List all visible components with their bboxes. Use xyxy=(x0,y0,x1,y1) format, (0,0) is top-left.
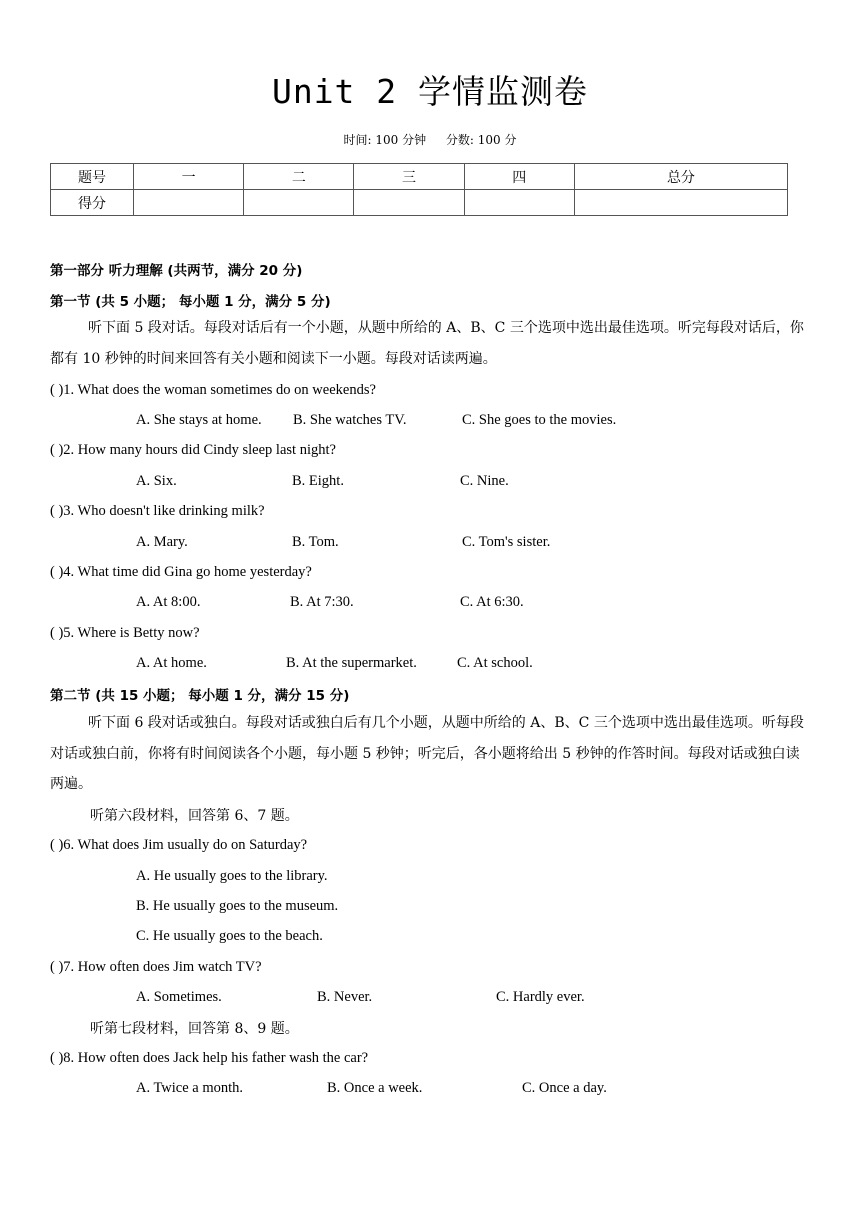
score-header-cell: 总分 xyxy=(574,164,787,190)
q6-option-b: B. He usually goes to the museum. xyxy=(136,898,339,914)
q5-option-b: B. At the supermarket. xyxy=(286,655,417,671)
q4-option-c: C. At 6:30. xyxy=(460,594,524,610)
q8-option-a: A. Twice a month. xyxy=(136,1080,244,1096)
exam-meta xyxy=(0,131,860,148)
question-7: ( )7. How often does Jim watch TV? xyxy=(50,959,262,975)
q8-option-b: B. Once a week. xyxy=(327,1080,423,1096)
question-6: ( )6. What does Jim usually do on Saturday? xyxy=(50,837,308,853)
question-8: ( )8. How often does Jack help his father wash the car? xyxy=(50,1050,369,1066)
q2-option-a: A. Six. xyxy=(136,473,177,489)
q2-option-c: C. Nine. xyxy=(460,473,509,489)
score-header-cell: 四 xyxy=(464,164,574,190)
material-6-note: 听第六段材料，回答第 6、7 题。 xyxy=(90,808,299,824)
exam-time: 时间: 100 分钟 xyxy=(343,133,427,147)
score-cell[interactable] xyxy=(464,190,574,216)
q6-option-a: A. He usually goes to the library. xyxy=(136,868,328,884)
score-cell[interactable] xyxy=(354,190,464,216)
q7-option-b: B. Never. xyxy=(317,989,373,1005)
score-cell[interactable] xyxy=(574,190,787,216)
question-3: ( )3. Who doesn't like drinking milk? xyxy=(50,503,265,519)
section2-heading: 第二节 (共 15 小题； 每小题 1 分，满分 15 分) xyxy=(50,688,350,704)
score-header-cell: 题号 xyxy=(51,164,134,190)
q3-option-a: A. Mary. xyxy=(136,534,188,550)
score-row-label: 得分 xyxy=(51,190,134,216)
score-cell[interactable] xyxy=(244,190,354,216)
section2-instructions: 听下面 6 段对话或独白。每段对话或独白后有几个小题，从题中所给的 A、B、C 三个选项中选出最佳选项。听每段对话或独白前，你将有时间阅读各个小题，每小题 5 秒钟；听完后，各小题将给出 5 秒钟的作答时间。每段对话或独白读两遍。 xyxy=(50,715,804,792)
score-table xyxy=(50,163,788,216)
exam-score: 分数: 100 分 xyxy=(445,133,517,147)
q1-option-b: B. She watches TV. xyxy=(293,412,407,428)
score-header-cell: 二 xyxy=(244,164,354,190)
score-header-cell: 三 xyxy=(354,164,464,190)
q1-option-a: A. She stays at home. xyxy=(136,412,262,428)
section1-instructions: 听下面 5 段对话。每段对话后有一个小题，从题中所给的 A、B、C 三个选项中选出最佳选项。听完每段对话后，你都有 10 秒钟的时间来回答有关小题和阅读下一小题。每段对话读两遍。 xyxy=(50,320,804,367)
score-cell[interactable] xyxy=(134,190,244,216)
q6-option-c: C. He usually goes to the beach. xyxy=(136,928,323,944)
q4-option-b: B. At 7:30. xyxy=(290,594,354,610)
score-table-header-row xyxy=(51,164,788,190)
section1-heading: 第一节 (共 5 小题； 每小题 1 分，满分 5 分) xyxy=(50,294,331,310)
q1-option-c: C. She goes to the movies. xyxy=(462,412,617,428)
question-5: ( )5. Where is Betty now? xyxy=(50,625,200,641)
q4-option-a: A. At 8:00. xyxy=(136,594,201,610)
q3-option-c: C. Tom's sister. xyxy=(462,534,551,550)
question-4: ( )4. What time did Gina go home yesterday? xyxy=(50,564,312,580)
score-header-cell: 一 xyxy=(134,164,244,190)
material-7-note: 听第七段材料，回答第 8、9 题。 xyxy=(90,1021,299,1037)
q8-option-c: C. Once a day. xyxy=(522,1080,607,1096)
q2-option-b: B. Eight. xyxy=(292,473,344,489)
q5-option-c: C. At school. xyxy=(457,655,533,671)
score-table-score-row xyxy=(51,190,788,216)
question-1: ( )1. What does the woman sometimes do on weekends? xyxy=(50,382,376,398)
q7-option-a: A. Sometimes. xyxy=(136,989,222,1005)
q3-option-b: B. Tom. xyxy=(292,534,339,550)
q5-option-a: A. At home. xyxy=(136,655,207,671)
part1-heading: 第一部分 听力理解 (共两节，满分 20 分) xyxy=(50,263,303,279)
q7-option-c: C. Hardly ever. xyxy=(496,989,585,1005)
question-2: ( )2. How many hours did Cindy sleep last night? xyxy=(50,442,336,458)
page-title: Unit 2 学情监测卷 xyxy=(271,72,589,111)
